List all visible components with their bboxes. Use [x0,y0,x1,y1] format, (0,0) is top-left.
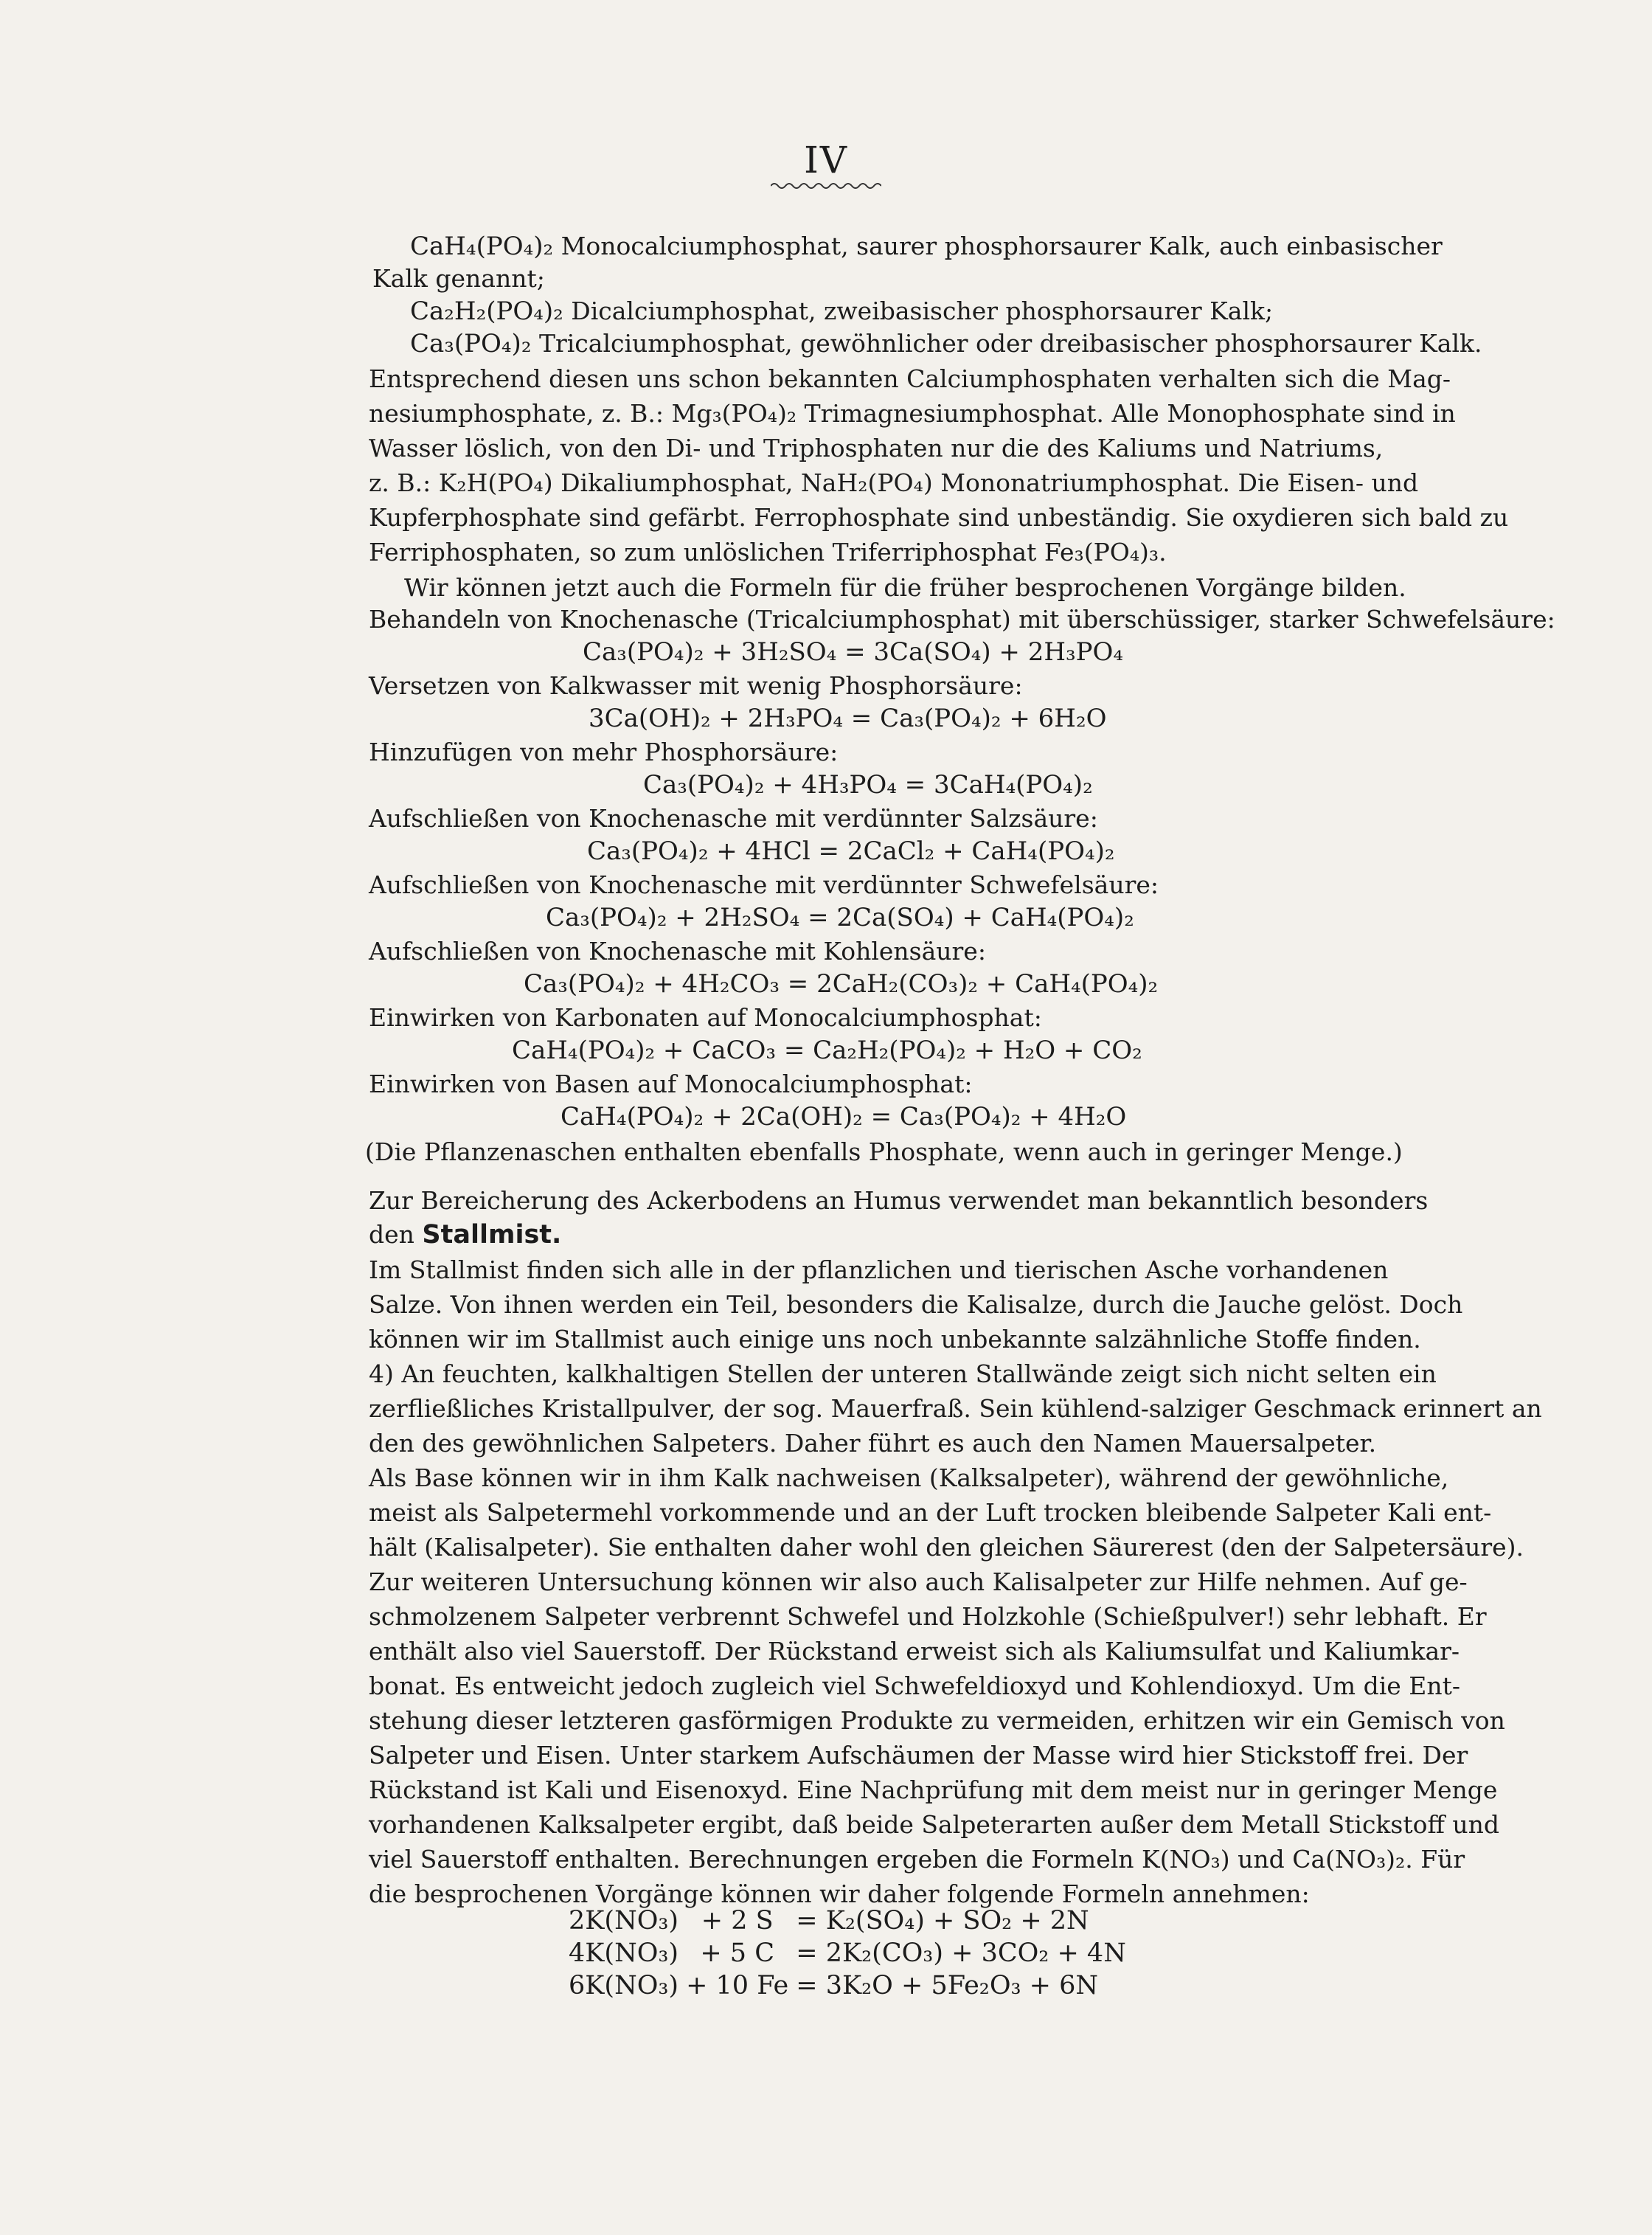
reaction-equation: CaH₄(PO₄)₂ + 2Ca(OH)₂ = Ca₃(PO₄)₂ + 4H₂O [560,1102,1127,1132]
equation-rhs: = 2K₂(CO₃) + 3CO₂ + 4N [796,1938,1126,1968]
reaction-label: Hinzufügen von mehr Phosphorsäure: [369,738,839,766]
reaction-equation: Ca₃(PO₄)₂ + 4HCl = 2CaCl₂ + CaH₄(PO₄)₂ [587,836,1115,866]
equation-lhs: 6K(NO₃) [569,1971,679,2000]
reaction-label: Einwirken von Basen auf Monocalciumphosphat: [369,1070,973,1098]
paragraph-line: enthält also viel Sauerstoff. Der Rückstand erweist sich als Kaliumsulfat und Kaliumkar- [369,1637,1460,1666]
paragraph-line: Als Base können wir in ihm Kalk nachweisen (Kalksalpeter), während der gewöhnliche, [369,1463,1449,1492]
paragraph-line: meist als Salpetermehl vorkommende und an der Luft trocken bleibende Salpeter Kali ent- [369,1498,1492,1527]
equation-lhs: 4K(NO₃) [569,1938,679,1968]
reaction-label: Aufschließen von Knochenasche mit verdünnter Salzsäure: [369,804,1098,833]
phosphate-description: Monocalciumphosphat, saurer phosphorsaurer Kalk, auch einbasischer [560,232,1443,260]
reaction-label: Einwirken von Karbonaten auf Monocalciumphosphat: [369,1003,1042,1032]
paragraph-line: den des gewöhnlichen Salpeters. Daher führt es auch den Namen Mauersalpeter. [369,1429,1377,1458]
equation-rhs: = 3K₂O + 5Fe₂O₃ + 6N [796,1971,1099,2000]
phosphate-line [410,295,1273,328]
paragraph-line: stehung dieser letzteren gasförmigen Produkte zu vermeiden, erhitzen wir ein Gemisch von [369,1706,1505,1735]
equation-row [565,1937,1130,1969]
phosphate-description: Tricalciumphosphat, gewöhnlicher oder dreibasischer phosphorsaurer Kalk. [538,329,1482,358]
intro-line: nesiumphosphate, z. B.: Mg₃(PO₄)₂ Trimagnesiumphosphat. Alle Monophosphate sind in [369,399,1456,428]
paragraph-line: die besprochenen Vorgänge können wir daher folgende Formeln annehmen: [369,1879,1310,1908]
paragraph-line: Salpeter und Eisen. Unter starkem Aufschäumen der Masse wird hier Stickstoff frei. Der [369,1741,1468,1770]
stallmist-intro-line: Zur Bereicherung des Ackerbodens an Humus verwendet man bekanntlich besonders [369,1186,1429,1215]
intro-line: Wasser löslich, von den Di- und Triphosphaten nur die des Kaliums und Natriums, [369,434,1384,462]
intro-line: Entsprechend diesen uns schon bekannten Calciumphosphaten verhalten sich die Mag- [369,364,1451,393]
phosphate-formula: Ca₃(PO₄)₂ [410,329,532,358]
intro-line: Ferriphosphaten, so zum unlöslichen Triferriphosphat Fe₃(PO₄)₃. [369,538,1167,566]
equation-row [565,1905,1130,1937]
reaction-equation: Ca₃(PO₄)₂ + 2H₂SO₄ = 2Ca(SO₄) + CaH₄(PO₄)₂ [546,903,1134,932]
reaction-label: Aufschließen von Knochenasche mit verdünnter Schwefelsäure: [369,870,1159,899]
paragraph-line: zerfließliches Kristallpulver, der sog. Mauerfraß. Sein kühlend-salziger Geschmack erinnert an [369,1394,1542,1423]
equation-rhs: = K₂(SO₄) + SO₂ + 2N [796,1906,1089,1936]
equation-reagent: + 2 S [701,1906,774,1936]
reaction-equation: Ca₃(PO₄)₂ + 3H₂SO₄ = 3Ca(SO₄) + 2H₃PO₄ [583,637,1124,667]
reaction-equation: 3Ca(OH)₂ + 2H₃PO₄ = Ca₃(PO₄)₂ + 6H₂O [589,704,1107,733]
phosphate-line [410,328,1482,360]
paragraph-line: 4) An feuchten, kalkhaltigen Stellen der unteren Stallwände zeigt sich nicht selten ein [369,1359,1437,1388]
equation-reagent: + 10 Fe [686,1971,789,2000]
paragraph-line: Zur weiteren Untersuchung können wir also auch Kalisalpeter zur Hilfe nehmen. Auf ge- [369,1567,1468,1596]
equation-row [565,1969,1130,2002]
reaction-equation: Ca₃(PO₄)₂ + 4H₃PO₄ = 3CaH₄(PO₄)₂ [643,770,1093,800]
phosphate-formula: Ca₂H₂(PO₄)₂ [410,297,563,326]
reaction-equation: Ca₃(PO₄)₂ + 4H₂CO₃ = 2CaH₂(CO₃)₂ + CaH₄(PO₄)₂ [524,969,1159,999]
paragraph-line: bonat. Es entweicht jedoch zugleich viel Schwefeldioxyd und Kohlendioxyd. Um die Ent- [369,1671,1461,1700]
paragraph-line: schmolzenem Salpeter verbrennt Schwefel und Holzkohle (Schießpulver!) sehr lebhaft. Er [369,1602,1487,1631]
ash-note: (Die Pflanzenaschen enthalten ebenfalls Phosphate, wenn auch in geringer Menge.) [365,1137,1403,1166]
formula-intro: Wir können jetzt auch die Formeln für die früher besprochenen Vorgänge bilden. [404,573,1406,602]
stallmist-heading-line [369,1219,561,1251]
reaction-label: Versetzen von Kalkwasser mit wenig Phosphorsäure: [369,671,1023,700]
paragraph-line: Rückstand ist Kali und Eisenoxyd. Eine Nachprüfung mit dem meist nur in geringer Menge [369,1775,1498,1804]
paragraph-line: Im Stallmist finden sich alle in der pflanzlichen und tierischen Asche vorhandenen [369,1255,1389,1284]
page-number: IV [804,139,848,181]
equation-reagent: + 5 C [700,1938,774,1968]
phosphate-description: Dicalciumphosphat, zweibasischer phosphorsaurer Kalk; [571,297,1274,325]
paragraph-line: hält (Kalisalpeter). Sie enthalten daher wohl den gleichen Säurerest (den der Salpetersäure). [369,1533,1524,1562]
phosphate-line-continuation: Kalk genannt; [372,264,545,293]
paragraph-line: Salze. Von ihnen werden ein Teil, besonders die Kalisalze, durch die Jauche gelöst. Doch [369,1290,1463,1319]
page-header [0,139,1652,190]
paragraph-line: vorhandenen Kalksalpeter ergibt, daß beide Salpeterarten außer dem Metall Stickstoff und [369,1810,1500,1839]
equation-lhs: 2K(NO₃) [569,1906,679,1936]
reaction-label: Behandeln von Knochenasche (Tricalciumphosphat) mit überschüssiger, starker Schwefelsäure: [369,605,1555,634]
stallmist-heading: Stallmist. [422,1220,562,1250]
paragraph-line: können wir im Stallmist auch einige uns noch unbekannte salzähnliche Stoffe finden. [369,1325,1421,1354]
reaction-equation: CaH₄(PO₄)₂ + CaCO₃ = Ca₂H₂(PO₄)₂ + H₂O + CO₂ [512,1036,1142,1065]
wavy-underline-ornament [771,181,881,190]
phosphate-line [410,230,1443,263]
stallmist-heading-prefix: den [369,1220,414,1249]
phosphate-formula: CaH₄(PO₄)₂ [410,232,554,261]
paragraph-line: viel Sauerstoff enthalten. Berechnungen ergeben die Formeln K(NO₃) und Ca(NO₃)₂. Für [369,1845,1465,1874]
intro-line: z. B.: K₂H(PO₄) Dikaliumphosphat, NaH₂(PO₄) Mononatriumphosphat. Die Eisen- und [369,468,1419,497]
reaction-label: Aufschließen von Knochenasche mit Kohlensäure: [369,937,986,966]
final-equations-table [565,1905,1130,2002]
intro-line: Kupferphosphate sind gefärbt. Ferrophosphate sind unbeständig. Sie oxydieren sich bald zu [369,503,1509,532]
